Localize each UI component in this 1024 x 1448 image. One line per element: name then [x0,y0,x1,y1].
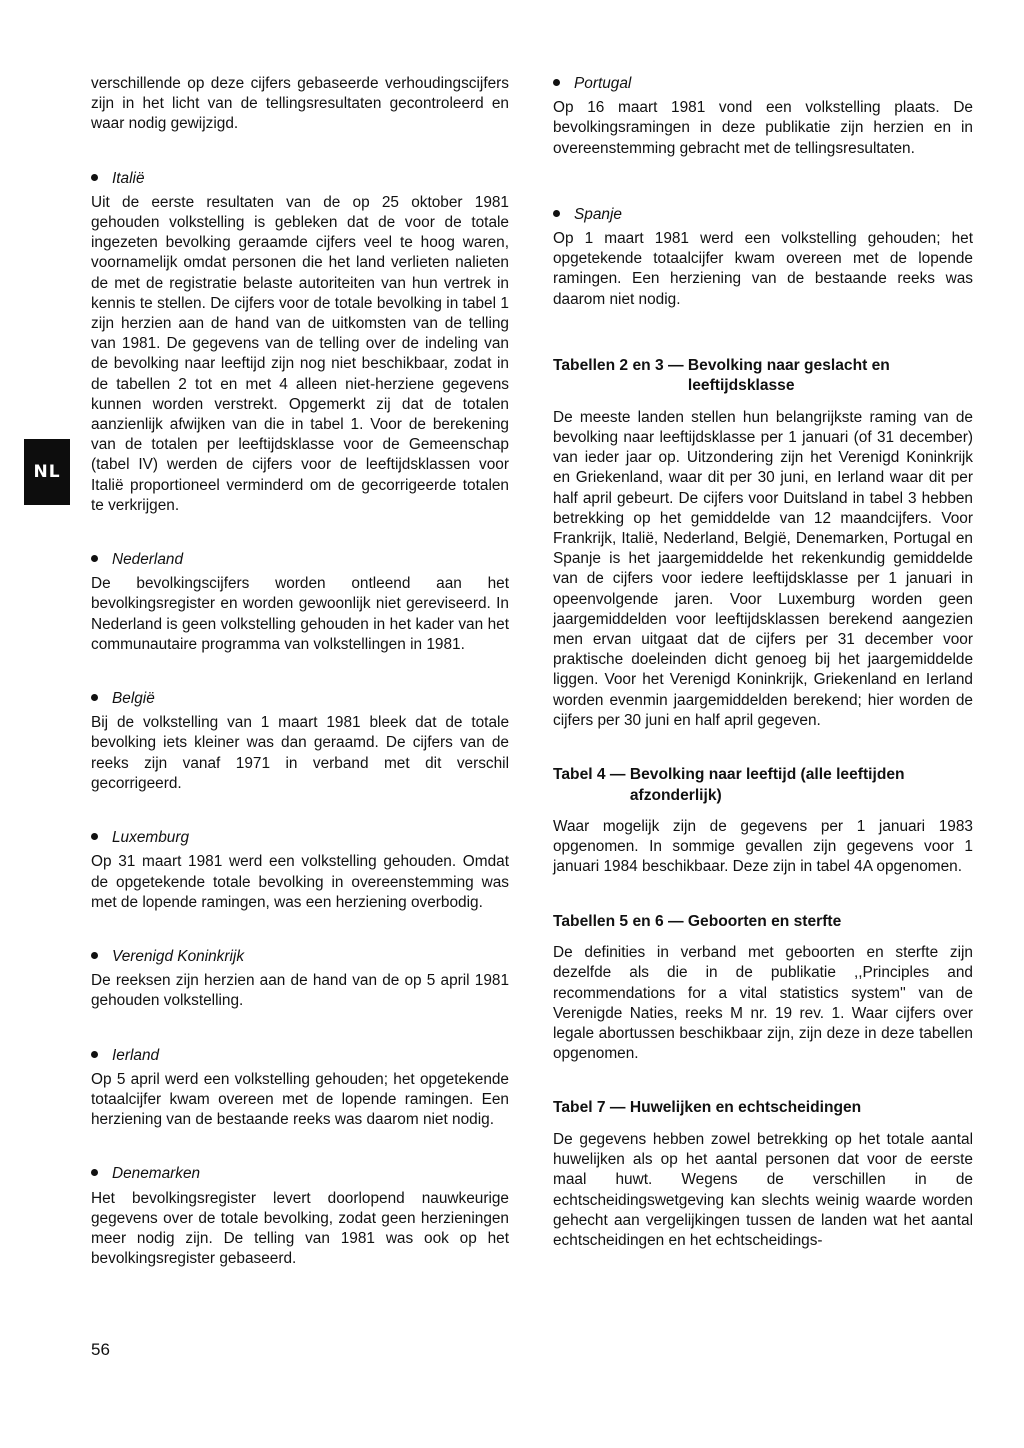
section-belgie [91,689,509,794]
bullet-icon [553,79,560,86]
section-body: Bij de volkstelling van 1 maart 1981 bleek dat de totale bevolking iets kleiner was dan geraamd. De cijfers van de reeks zijn vanaf 1971 in verband met dit verschil gecorrigeerd. [91,714,509,792]
section-spanje [553,205,973,310]
intro-paragraph: verschillende op deze cijfers gebaseerde verhoudingscijfers zijn in het licht van de tellingsresultaten gecontroleerd en waar nodig gewijzigd. [91,75,509,133]
section-title: Ierland [112,1046,160,1064]
page-number: 56 [91,1340,110,1359]
section-body: De meeste landen stellen hun belangrijkste raming van de bevolking naar leeftijdsklasse per 1 januari (of 31 december) van ieder jaar op. Uitzondering zijn het Verenigd Koninkrijk en Griekenland, waar dit per 30 juni, en Ierland waar dit per half april gebeurt. De cijfers voor Duitsland in tabel 3 hebben betrekking op het gemiddelde van 12 maandcijfers. Voor Frankrijk, Italië, Nederland, België, Denemarken, Portugal en Spanje is het jaargemiddelde het rekenkundig gemiddelde van de cijfers voor iedere leeftijdsklasse per 1 januari in opeenvolgende jaren. Voor Luxemburg worden geen jaargemiddelden voor leeftijdsklassen berekend aangezien men ervan uitgaat dat de cijfers per 31 december voor praktische doeleinden dicht genoeg bij het jaargemiddelde liggen. Voor het Verenigd Koninkrijk, Griekenland en Ierland worden evenmin jaargemiddelden berekend; hier worden de cijfers per 30 juni en half april gegeven. [553,408,973,729]
language-tab [24,439,70,505]
section-body: De gegevens hebben zowel betrekking op het totale aantal huwelijken als op het aantal personen dat voor de eerste maal huwt. Wegens de verschillen in de echtscheidingswetgeving kan slechts weinig waarde worden gehecht aan vergelijkingen tussen de landen wat het aantal echtscheidingen en het echtscheidings- [553,1130,973,1249]
bullet-icon [91,1169,98,1176]
section-tabellen-2-3 [553,356,973,731]
section-nederland [91,550,509,655]
section-body: Op 16 maart 1981 vond een volkstelling plaats. De bevolkingsramingen in deze publikatie zijn herzien en in overeenstemming gebracht met de tellingsresultaten. [553,99,973,157]
bullet-icon [91,1051,98,1058]
section-ierland [91,1046,509,1131]
section-heading: Tabellen 2 en 3 — Bevolking naar geslacht en leeftijdsklasse [553,356,890,395]
section-heading: Tabellen 5 en 6 — Geboorten en sterfte [553,912,842,930]
section-italie [91,169,509,516]
section-title: Spanje [574,205,622,223]
section-title: Luxemburg [112,829,189,847]
section-body: Op 5 april werd een volkstelling gehouden; het opgetekende totaalcijfer kwam overeen met de lopende ramingen. Een herziening van de bestaande reeks was daarom niet nodig. [91,1070,509,1129]
section-heading: Tabel 4 — Bevolking naar leeftijd (alle leeftijden afzonderlijk) [553,766,905,804]
section-verenigd-koninkrijk [91,947,509,1012]
section-heading: Tabel 7 — Huwelijken en echtscheidingen [553,1099,862,1117]
section-body: De reeksen zijn herzien aan de hand van de op 5 april 1981 gehouden volkstelling. [91,972,509,1010]
section-title: Nederland [112,551,184,569]
section-body: Op 31 maart 1981 werd een volkstelling gehouden. Omdat de opgetekende totale bevolking in overeenstemming was met de lopende ramingen, was een herziening overbodig. [91,853,509,911]
section-title: Verenigd Koninkrijk [112,947,245,965]
section-title: Italië [112,169,145,187]
section-body: Het bevolkingsregister levert doorlopend nauwkeurige gegevens over de totale bevolking, zodat geen herzieningen meer nodig zijn. De telling van 1981 was ook op het bevolkingsregister gebaseerd. [91,1189,509,1268]
bullet-icon [91,694,98,701]
section-body: De bevolkingscijfers worden ontleend aan het bevolkingsregister en worden gewoonlijk niet gereviseerd. In Nederland is geen volkstelling gehouden in het kader van het communautaire programma van volkstellingen in 1981. [91,575,509,653]
left-column [91,74,509,1269]
section-luxemburg [91,828,509,913]
section-denemarken [91,1164,509,1269]
section-title: Denemarken [112,1165,201,1183]
section-body: Op 1 maart 1981 werd een volkstelling gehouden; het opgetekende totaalcijfer kwam overeen met de lopende ramingen. Een herziening van de bestaande reeks was daarom niet nodig. [553,230,973,308]
section-tabellen-5-6 [553,912,973,1065]
language-tab-label: NL [33,462,61,482]
section-portugal [553,74,973,159]
bullet-icon [91,952,98,959]
bullet-icon [91,174,98,181]
right-column [553,74,973,1251]
section-title: België [112,690,155,708]
bullet-icon [91,833,98,840]
section-body: De definities in verband met geboorten en sterfte zijn dezelfde als die in de publikatie ,,Principles and recommendations for a vital statistics system'' van de Verenigde Naties, reeks M nr. 19 rev. 1. Waar cijfers over legale abortussen beschikbaar zijn, zijn deze in deze tabellen opgenomen. [553,944,973,1063]
section-body: Waar mogelijk zijn de gegevens per 1 januari 1983 opgenomen. In sommige gevallen zijn gegevens voor 1 januari 1984 beschikbaar. Deze zijn in tabel 4A opgenomen. [553,818,973,876]
section-tabel-4 [553,765,973,878]
section-body: Uit de eerste resultaten van de op 25 oktober 1981 gehouden volkstelling is gebleken dat de voor de totale ingezeten bevolking geraamde cijfers veel te hoog waren, voornamelijk omdat personen die het land verlieten nalieten de met de registratie belaste autoriteiten van hun vertrek in kennis te stellen. De cijfers voor de totale bevolking in tabel 1 zijn herzien aan de hand van de uitkomsten van de telling van 1981. De gegevens van de telling over de indeling van de bevolking naar leeftijd zijn nog niet beschikbaar, zodat in de tabellen 2 tot en met 4 alleen niet-herziene gegevens kunnen worden verstrekt. Opgemerkt zij dat de totalen aanzienlijk afwijken van die in tabel 1. Voor de berekening van de totalen per leeftijdsklasse voor de Gemeenschap (tabel IV) werden de cijfers voor de leeftijdsklassen voor Italië proportioneel verminderd om de gecorrigeerde totalen te verkrijgen. [91,193,509,514]
section-tabel-7 [553,1098,973,1251]
bullet-icon [553,210,560,217]
section-title: Portugal [574,75,632,92]
bullet-icon [91,555,98,562]
